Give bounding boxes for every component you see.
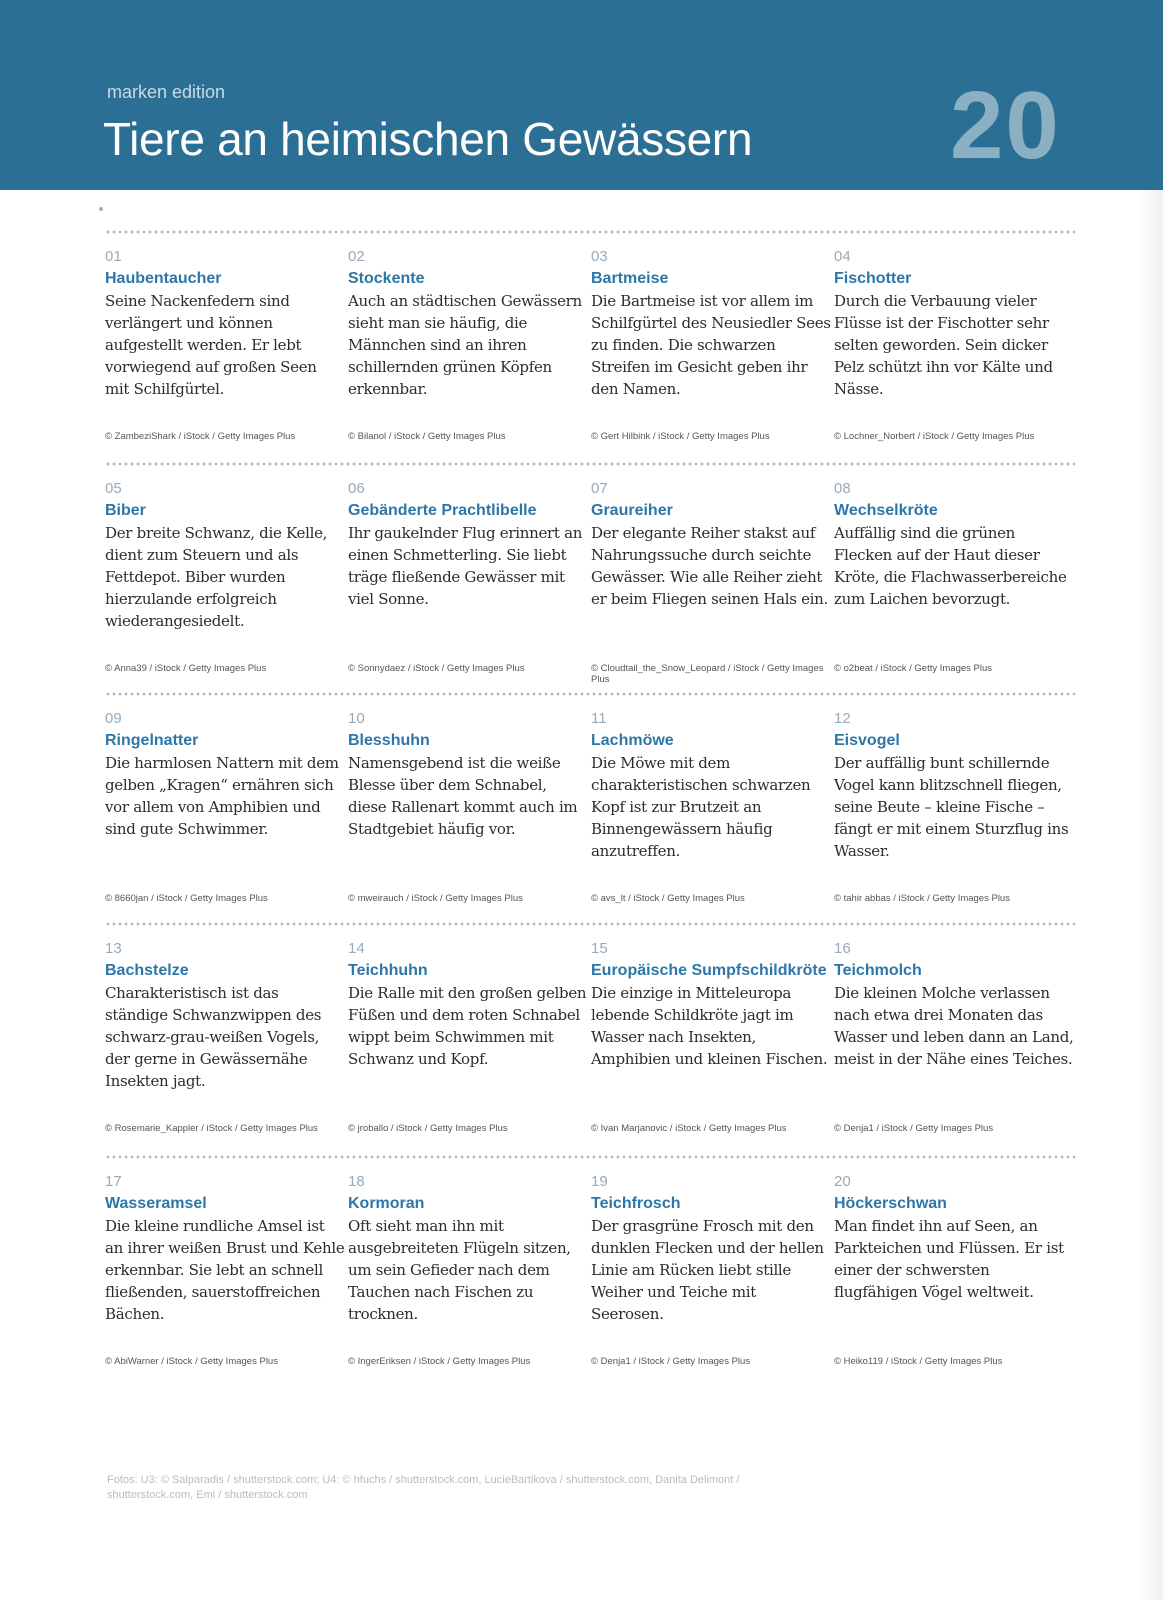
entry-number: 04 <box>834 248 851 265</box>
entry-number: 06 <box>348 480 365 497</box>
entry-number: 11 <box>591 710 607 727</box>
entry-description: Durch die Verbauung vieler Flüsse ist der Fischotter sehr selten geworden. Sein dicker Pelz schützt ihn vor Kälte und Nässe. <box>834 292 1053 398</box>
entry-title: Graureiher <box>591 502 673 519</box>
entry-description: Ihr gaukelnder Flug erinnert an einen Schmetterling. Sie liebt träge fließende Gewässer mit viel Sonne. <box>348 524 583 608</box>
entry-description: Oft sieht man ihn mit ausgebreiteten Flügeln sitzen, um sein Gefieder nach dem Tauchen nach Fischen zu trocknen. <box>348 1217 571 1323</box>
header-banner <box>0 0 1163 190</box>
stamp-entry <box>348 466 588 702</box>
entry-photo-credit: © Denja1 / iStock / Getty Images Plus <box>591 1356 751 1367</box>
entry-photo-credit: © Denja1 / iStock / Getty Images Plus <box>834 1123 994 1134</box>
entry-number: 16 <box>834 940 851 957</box>
series-subtitle: marken edition <box>107 82 226 102</box>
entry-photo-credit: © Ivan Marjanovic / iStock / Getty Images Plus <box>591 1123 787 1134</box>
entry-number: 14 <box>348 940 365 957</box>
stamp-entry <box>834 926 1074 1162</box>
entry-photo-credit: © Bilanol / iStock / Getty Images Plus <box>348 431 506 442</box>
entry-photo-credit: © avs_lt / iStock / Getty Images Plus <box>591 893 745 904</box>
page-title: Tiere an heimischen Gewässern <box>103 113 753 165</box>
entry-number: 07 <box>591 480 608 497</box>
entry-number: 09 <box>105 710 122 727</box>
entry-description: Die kleine rundliche Amsel ist an ihrer weißen Brust und Kehle erkennbar. Sie lebt an schnell fließenden, sauerstoffreichen Bächen. <box>105 1217 345 1323</box>
stamp-entry <box>591 234 831 470</box>
entry-title: Blesshuhn <box>348 732 430 749</box>
entry-title: Ringelnatter <box>105 732 199 749</box>
photo-credits-footer: Fotos: U3: © Salparadis / shutterstock.com; U4: © hfuchs / shutterstock.com, LucieBartikova / shutterstock.com, Danita Delimont / shutterstock.com, Emi / shutterstock.com <box>107 1474 740 1501</box>
entry-title: Haubentaucher <box>105 270 222 287</box>
entry-description: Namensgebend ist die weiße Blesse über dem Schnabel, diese Rallenart kommt auch im Stadtgebiet häufig vor. <box>348 754 578 838</box>
entry-title: Stockente <box>348 270 425 287</box>
entry-title: Teichhuhn <box>348 962 428 979</box>
entry-description: Seine Nackenfedern sind verlängert und können aufgestellt werden. Er lebt vorwiegend auf großen Seen mit Schilfgürtel. <box>105 292 317 398</box>
entry-description: Auch an städtischen Gewässern sieht man sie häufig, die Männchen sind an ihren schillernden grünen Köpfen erkennbar. <box>348 292 582 398</box>
stamp-entry <box>591 1159 831 1395</box>
entry-description: Der grasgrüne Frosch mit den dunklen Flecken und der hellen Linie am Rücken liebt stille Weiher und Teiche mit Seerosen. <box>591 1217 824 1323</box>
entry-title: Gebänderte Prachtlibelle <box>348 502 537 519</box>
stamp-entry <box>591 696 831 932</box>
entry-title: Eisvogel <box>834 732 900 749</box>
stamp-entry <box>834 1159 1074 1395</box>
entry-description: Der auffällig bunt schillernde Vogel kann blitzschnell fliegen, seine Beute – kleine Fische – fängt er mit einem Sturzflug ins Wasser. <box>834 754 1069 860</box>
decorative-dot <box>99 207 103 211</box>
entry-title: Wechselkröte <box>834 502 938 519</box>
entry-title: Fischotter <box>834 270 912 287</box>
entry-number: 20 <box>834 1173 851 1190</box>
entry-photo-credit: © IngerEriksen / iStock / Getty Images Plus <box>348 1356 531 1367</box>
stamp-entry <box>834 696 1074 932</box>
entry-number: 01 <box>105 248 122 265</box>
entry-number: 17 <box>105 1173 122 1190</box>
stamp-entry <box>591 926 831 1162</box>
entry-title: Kormoran <box>348 1195 425 1212</box>
entry-number: 13 <box>105 940 122 957</box>
entry-number: 02 <box>348 248 365 265</box>
stamp-entry <box>105 696 345 932</box>
entry-photo-credit: © ZambeziShark / iStock / Getty Images Plus <box>105 431 296 442</box>
stamp-entry <box>834 466 1074 702</box>
entry-title: Teichfrosch <box>591 1195 681 1212</box>
stamp-count: 20 <box>950 72 1061 179</box>
stamp-entry <box>105 1159 345 1395</box>
entry-title: Wasseramsel <box>105 1195 207 1212</box>
entry-title: Biber <box>105 502 146 519</box>
entry-title: Europäische Sumpfschildkröte <box>591 962 827 979</box>
stamp-entry <box>591 466 831 702</box>
entry-number: 10 <box>348 710 365 727</box>
entry-description: Charakteristisch ist das ständige Schwanzwippen des schwarz-grau-weißen Vogels, der gerne in Gewässernähe Insekten jagt. <box>105 984 322 1090</box>
entry-title: Bachstelze <box>105 962 189 979</box>
entry-number: 18 <box>348 1173 365 1190</box>
entry-photo-credit: © 8660jan / iStock / Getty Images Plus <box>105 893 268 904</box>
entry-photo-credit: © Heiko119 / iStock / Getty Images Plus <box>834 1356 1003 1367</box>
entry-description: Man findet ihn auf Seen, an Parkteichen und Flüssen. Er ist einer der schwersten flugfähigen Vögel weltweit. <box>834 1217 1064 1301</box>
entry-description: Der elegante Reiher stakst auf Nahrungssuche durch seichte Gewässer. Wie alle Reiher zieht er beim Fliegen seinen Hals ein. <box>591 524 828 608</box>
entry-description: Die kleinen Molche verlassen nach etwa drei Monaten das Wasser und leben dann an Land, meist in der Nähe eines Teiches. <box>834 984 1074 1068</box>
stamp-entry <box>105 234 345 470</box>
stamp-entry <box>348 926 588 1162</box>
stamp-entry <box>834 234 1074 470</box>
entry-photo-credit: © AbiWarner / iStock / Getty Images Plus <box>105 1356 278 1367</box>
stamp-entry <box>348 1159 588 1395</box>
stamp-entry <box>105 466 345 702</box>
entry-photo-credit: © tahir abbas / iStock / Getty Images Plus <box>834 893 1010 904</box>
entry-photo-credit: © mweirauch / iStock / Getty Images Plus <box>348 893 523 904</box>
entry-number: 05 <box>105 480 122 497</box>
entry-photo-credit: © Anna39 / iStock / Getty Images Plus <box>105 663 267 674</box>
entry-number: 19 <box>591 1173 608 1190</box>
page-edge-shadow <box>1135 190 1163 1600</box>
entry-title: Höckerschwan <box>834 1195 947 1212</box>
entry-description: Die Bartmeise ist vor allem im Schilfgürtel des Neusiedler Sees zu finden. Die schwarzen Streifen im Gesicht geben ihr den Namen. <box>591 292 831 398</box>
stamp-entry <box>105 926 345 1162</box>
stamp-entry <box>348 234 588 470</box>
entry-description: Die harmlosen Nattern mit dem gelben „Kragen“ ernähren sich vor allem von Amphibien und sind gute Schwimmer. <box>105 754 339 838</box>
entry-number: 12 <box>834 710 851 727</box>
entry-photo-credit: © Gert Hilbink / iStock / Getty Images Plus <box>591 431 770 442</box>
entry-description: Auffällig sind die grünen Flecken auf der Haut dieser Kröte, die Flachwasserbereiche zum Laichen bevorzugt. <box>834 524 1067 608</box>
entry-title: Lachmöwe <box>591 732 674 749</box>
entry-photo-credit: © Cloudtail_the_Snow_Leopard / iStock / Getty Images Plus <box>591 663 824 685</box>
stamp-entry <box>348 696 588 932</box>
entry-description: Die Ralle mit den großen gelben Füßen und dem roten Schnabel wippt beim Schwimmen mit Schwanz und Kopf. <box>348 984 587 1068</box>
entry-number: 08 <box>834 480 851 497</box>
entry-description: Die Möwe mit dem charakteristischen schwarzen Kopf ist zur Brutzeit an Binnengewässern häufig anzutreffen. <box>591 754 811 860</box>
entry-title: Bartmeise <box>591 270 669 287</box>
entry-photo-credit: © Rosemarie_Kappler / iStock / Getty Images Plus <box>105 1123 318 1134</box>
entry-description: Der breite Schwanz, die Kelle, dient zum Steuern und als Fettdepot. Biber wurden hierzulande erfolgreich wiederangesiedelt. <box>105 524 328 630</box>
entry-photo-credit: © Lochner_Norbert / iStock / Getty Images Plus <box>834 431 1035 442</box>
entry-photo-credit: © o2beat / iStock / Getty Images Plus <box>834 663 993 674</box>
entry-description: Die einzige in Mitteleuropa lebende Schildkröte jagt im Wasser nach Insekten, Amphibien und kleinen Fischen. <box>591 984 828 1068</box>
entry-number: 03 <box>591 248 608 265</box>
entry-photo-credit: © jroballo / iStock / Getty Images Plus <box>348 1123 508 1134</box>
entry-title: Teichmolch <box>834 962 922 979</box>
entry-number: 15 <box>591 940 608 957</box>
entry-photo-credit: © Sonnydaez / iStock / Getty Images Plus <box>348 663 525 674</box>
